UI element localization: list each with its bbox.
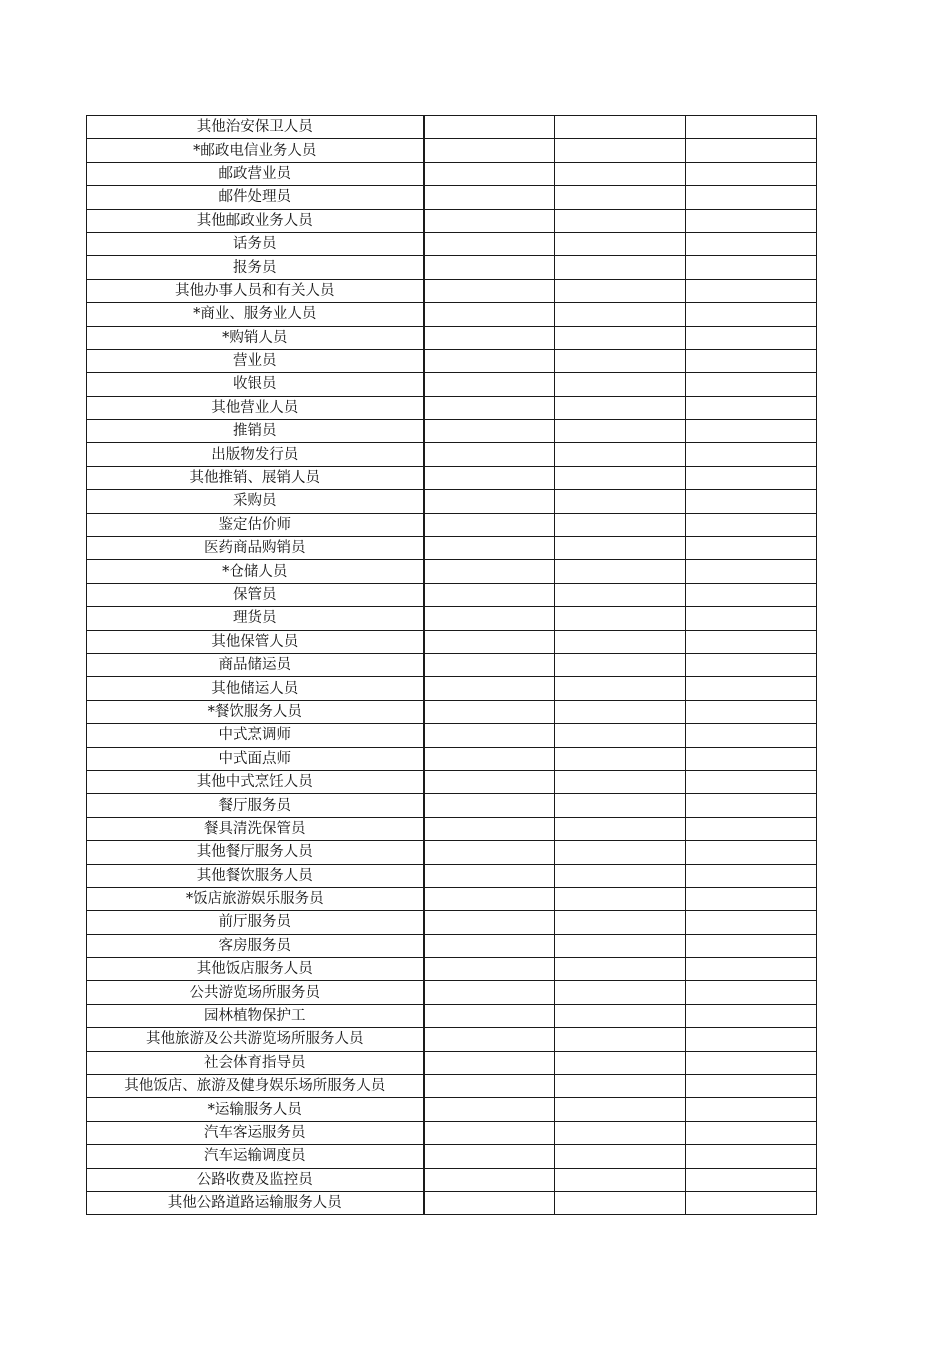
empty-cell-col-3[interactable] [686,1004,817,1027]
occupation-name-cell[interactable]: *运输服务人员 [87,1098,424,1121]
empty-cell-col-3[interactable] [686,303,817,326]
empty-cell-col-2[interactable] [555,537,686,560]
occupation-name-cell[interactable]: 商品储运员 [87,653,424,676]
empty-cell-col-1[interactable] [424,724,555,747]
table-row [87,981,817,1004]
empty-cell-col-1[interactable] [424,911,555,934]
empty-cell-col-1[interactable] [424,162,555,185]
table-row [87,186,817,209]
table-row [87,864,817,887]
empty-cell-col-2[interactable] [555,490,686,513]
occupation-name-cell[interactable]: 其他推销、展销人员 [87,466,424,489]
empty-cell-col-3[interactable] [686,934,817,957]
empty-cell-col-1[interactable] [424,1051,555,1074]
occupation-name-cell[interactable]: 其他餐厅服务人员 [87,841,424,864]
empty-cell-col-2[interactable] [555,162,686,185]
empty-cell-col-1[interactable] [424,770,555,793]
empty-cell-col-3[interactable] [686,256,817,279]
empty-cell-col-3[interactable] [686,887,817,910]
empty-cell-col-1[interactable] [424,607,555,630]
empty-cell-col-1[interactable] [424,209,555,232]
empty-cell-col-1[interactable] [424,116,555,139]
table-row [87,1191,817,1214]
occupation-name-cell[interactable]: 其他饭店服务人员 [87,958,424,981]
occupation-name-cell[interactable]: 邮政营业员 [87,162,424,185]
empty-cell-col-3[interactable] [686,1168,817,1191]
empty-cell-col-1[interactable] [424,653,555,676]
empty-cell-col-3[interactable] [686,911,817,934]
empty-cell-col-1[interactable] [424,747,555,770]
table-row [87,279,817,302]
empty-cell-col-1[interactable] [424,700,555,723]
empty-cell-col-2[interactable] [555,1121,686,1144]
empty-cell-col-1[interactable] [424,1191,555,1214]
table-row [87,934,817,957]
empty-cell-col-3[interactable] [686,560,817,583]
empty-cell-col-2[interactable] [555,934,686,957]
empty-cell-col-2[interactable] [555,560,686,583]
table-row [87,420,817,443]
occupation-name-cell[interactable]: 前厅服务员 [87,911,424,934]
empty-cell-col-2[interactable] [555,607,686,630]
empty-cell-col-1[interactable] [424,1004,555,1027]
empty-cell-col-3[interactable] [686,279,817,302]
table-row [87,303,817,326]
table-row [87,162,817,185]
occupation-name-cell[interactable]: 推销员 [87,420,424,443]
empty-cell-col-2[interactable] [555,443,686,466]
empty-cell-col-2[interactable] [555,513,686,536]
empty-cell-col-3[interactable] [686,490,817,513]
table-row [87,911,817,934]
empty-cell-col-1[interactable] [424,537,555,560]
occupation-name-cell[interactable]: *购销人员 [87,326,424,349]
empty-cell-col-2[interactable] [555,841,686,864]
empty-cell-col-2[interactable] [555,232,686,255]
empty-cell-col-1[interactable] [424,583,555,606]
empty-cell-col-3[interactable] [686,817,817,840]
occupation-name-cell[interactable]: 其他饭店、旅游及健身娱乐场所服务人员 [87,1075,424,1098]
empty-cell-col-1[interactable] [424,934,555,957]
occupation-name-cell[interactable]: *邮政电信业务人员 [87,139,424,162]
empty-cell-col-2[interactable] [555,794,686,817]
occupation-name-cell[interactable]: 营业员 [87,349,424,372]
table-row [87,958,817,981]
table-row [87,232,817,255]
empty-cell-col-3[interactable] [686,770,817,793]
empty-cell-col-3[interactable] [686,232,817,255]
empty-cell-col-2[interactable] [555,887,686,910]
table-row [87,653,817,676]
occupation-name-cell[interactable]: *商业、服务业人员 [87,303,424,326]
empty-cell-col-2[interactable] [555,1051,686,1074]
occupation-name-cell[interactable]: 公共游览场所服务员 [87,981,424,1004]
occupation-name-cell[interactable]: 其他保管人员 [87,630,424,653]
occupation-name-cell[interactable]: 客房服务员 [87,934,424,957]
empty-cell-col-2[interactable] [555,1168,686,1191]
empty-cell-col-1[interactable] [424,1075,555,1098]
empty-cell-col-3[interactable] [686,583,817,606]
occupation-name-cell[interactable]: 公路收费及监控员 [87,1168,424,1191]
occupation-name-cell[interactable]: 出版物发行员 [87,443,424,466]
empty-cell-col-3[interactable] [686,1121,817,1144]
empty-cell-col-3[interactable] [686,209,817,232]
empty-cell-col-1[interactable] [424,1145,555,1168]
empty-cell-col-2[interactable] [555,981,686,1004]
empty-cell-col-1[interactable] [424,466,555,489]
empty-cell-col-1[interactable] [424,864,555,887]
empty-cell-col-3[interactable] [686,162,817,185]
occupation-name-cell[interactable]: *餐饮服务人员 [87,700,424,723]
empty-cell-col-3[interactable] [686,1098,817,1121]
empty-cell-col-1[interactable] [424,256,555,279]
occupation-name-cell[interactable]: 邮件处理员 [87,186,424,209]
empty-cell-col-2[interactable] [555,700,686,723]
occupation-name-cell[interactable]: 理货员 [87,607,424,630]
empty-cell-col-2[interactable] [555,1098,686,1121]
table-row [87,490,817,513]
empty-cell-col-2[interactable] [555,420,686,443]
empty-cell-col-1[interactable] [424,186,555,209]
empty-cell-col-1[interactable] [424,677,555,700]
occupation-name-cell[interactable]: 社会体育指导员 [87,1051,424,1074]
empty-cell-col-1[interactable] [424,349,555,372]
empty-cell-col-3[interactable] [686,841,817,864]
table-row [87,1004,817,1027]
empty-cell-col-2[interactable] [555,958,686,981]
empty-cell-col-1[interactable] [424,1098,555,1121]
occupation-name-cell[interactable]: 其他中式烹饪人员 [87,770,424,793]
table-row [87,326,817,349]
occupation-name-cell[interactable]: 其他餐饮服务人员 [87,864,424,887]
empty-cell-col-1[interactable] [424,1168,555,1191]
empty-cell-col-2[interactable] [555,349,686,372]
table-row [87,724,817,747]
empty-cell-col-2[interactable] [555,279,686,302]
empty-cell-col-3[interactable] [686,373,817,396]
table-row [87,630,817,653]
empty-cell-col-2[interactable] [555,864,686,887]
empty-cell-col-2[interactable] [555,303,686,326]
empty-cell-col-2[interactable] [555,256,686,279]
empty-cell-col-3[interactable] [686,396,817,419]
empty-cell-col-2[interactable] [555,139,686,162]
empty-cell-col-2[interactable] [555,653,686,676]
occupation-name-cell[interactable]: 其他储运人员 [87,677,424,700]
table-row [87,1168,817,1191]
table-row [87,139,817,162]
occupation-name-cell[interactable]: 中式面点师 [87,747,424,770]
empty-cell-col-3[interactable] [686,958,817,981]
occupation-name-cell[interactable]: 汽车运输调度员 [87,1145,424,1168]
table-row [87,677,817,700]
empty-cell-col-2[interactable] [555,583,686,606]
occupation-name-cell[interactable]: 中式烹调师 [87,724,424,747]
empty-cell-col-2[interactable] [555,326,686,349]
empty-cell-col-3[interactable] [686,513,817,536]
empty-cell-col-2[interactable] [555,396,686,419]
occupation-name-cell[interactable]: 医药商品购销员 [87,537,424,560]
empty-cell-col-3[interactable] [686,794,817,817]
occupation-name-cell[interactable]: *仓储人员 [87,560,424,583]
occupation-name-cell[interactable]: 其他治安保卫人员 [87,116,424,139]
empty-cell-col-2[interactable] [555,677,686,700]
table-row [87,466,817,489]
table-row [87,396,817,419]
empty-cell-col-3[interactable] [686,420,817,443]
occupation-name-cell[interactable]: 其他营业人员 [87,396,424,419]
occupation-name-cell[interactable]: 话务员 [87,232,424,255]
occupation-name-cell[interactable]: 其他办事人员和有关人员 [87,279,424,302]
empty-cell-col-2[interactable] [555,466,686,489]
occupation-name-cell[interactable]: 报务员 [87,256,424,279]
empty-cell-col-1[interactable] [424,490,555,513]
empty-cell-col-1[interactable] [424,560,555,583]
occupation-table-body [87,116,817,1215]
empty-cell-col-2[interactable] [555,209,686,232]
occupation-name-cell[interactable]: 鉴定估价师 [87,513,424,536]
occupation-name-cell[interactable]: 园林植物保护工 [87,1004,424,1027]
table-row [87,1028,817,1051]
table-row [87,116,817,139]
table-row [87,537,817,560]
table-row [87,349,817,372]
table-row [87,770,817,793]
empty-cell-col-2[interactable] [555,817,686,840]
empty-cell-col-1[interactable] [424,373,555,396]
occupation-name-cell[interactable]: 其他邮政业务人员 [87,209,424,232]
empty-cell-col-1[interactable] [424,1121,555,1144]
empty-cell-col-3[interactable] [686,537,817,560]
empty-cell-col-3[interactable] [686,630,817,653]
empty-cell-col-1[interactable] [424,887,555,910]
empty-cell-col-3[interactable] [686,653,817,676]
empty-cell-col-1[interactable] [424,443,555,466]
empty-cell-col-3[interactable] [686,139,817,162]
empty-cell-col-1[interactable] [424,303,555,326]
empty-cell-col-3[interactable] [686,1051,817,1074]
empty-cell-col-1[interactable] [424,794,555,817]
empty-cell-col-1[interactable] [424,326,555,349]
table-row [87,747,817,770]
table-row [87,700,817,723]
empty-cell-col-3[interactable] [686,981,817,1004]
occupation-name-cell[interactable]: 收银员 [87,373,424,396]
occupation-name-cell[interactable]: *饭店旅游娱乐服务员 [87,887,424,910]
empty-cell-col-2[interactable] [555,186,686,209]
table-row [87,1098,817,1121]
empty-cell-col-1[interactable] [424,630,555,653]
table-row [87,1051,817,1074]
occupation-name-cell[interactable]: 餐厅服务员 [87,794,424,817]
empty-cell-col-3[interactable] [686,1028,817,1051]
empty-cell-col-3[interactable] [686,466,817,489]
empty-cell-col-3[interactable] [686,1145,817,1168]
table-row [87,817,817,840]
empty-cell-col-3[interactable] [686,443,817,466]
table-row [87,841,817,864]
empty-cell-col-3[interactable] [686,186,817,209]
table-row [87,209,817,232]
table-row [87,794,817,817]
table-row [87,1121,817,1144]
table-row [87,373,817,396]
empty-cell-col-2[interactable] [555,1145,686,1168]
empty-cell-col-2[interactable] [555,911,686,934]
table-row [87,607,817,630]
empty-cell-col-2[interactable] [555,630,686,653]
empty-cell-col-1[interactable] [424,981,555,1004]
empty-cell-col-1[interactable] [424,841,555,864]
empty-cell-col-3[interactable] [686,326,817,349]
empty-cell-col-2[interactable] [555,770,686,793]
empty-cell-col-3[interactable] [686,677,817,700]
occupation-name-cell[interactable]: 其他旅游及公共游览场所服务人员 [87,1028,424,1051]
table-row [87,583,817,606]
empty-cell-col-1[interactable] [424,420,555,443]
empty-cell-col-2[interactable] [555,1028,686,1051]
empty-cell-col-1[interactable] [424,139,555,162]
empty-cell-col-2[interactable] [555,1191,686,1214]
empty-cell-col-1[interactable] [424,513,555,536]
empty-cell-col-1[interactable] [424,817,555,840]
empty-cell-col-3[interactable] [686,700,817,723]
empty-cell-col-2[interactable] [555,724,686,747]
empty-cell-col-3[interactable] [686,747,817,770]
empty-cell-col-1[interactable] [424,958,555,981]
occupation-name-cell[interactable]: 采购员 [87,490,424,513]
empty-cell-col-1[interactable] [424,396,555,419]
empty-cell-col-1[interactable] [424,232,555,255]
empty-cell-col-1[interactable] [424,1028,555,1051]
empty-cell-col-3[interactable] [686,724,817,747]
table-row [87,443,817,466]
table-row [87,1075,817,1098]
table-row [87,256,817,279]
empty-cell-col-2[interactable] [555,116,686,139]
empty-cell-col-3[interactable] [686,864,817,887]
occupation-name-cell[interactable]: 汽车客运服务员 [87,1121,424,1144]
table-row [87,1145,817,1168]
empty-cell-col-3[interactable] [686,1191,817,1214]
empty-cell-col-2[interactable] [555,1075,686,1098]
occupation-name-cell[interactable]: 其他公路道路运输服务人员 [87,1191,424,1214]
empty-cell-col-2[interactable] [555,373,686,396]
empty-cell-col-2[interactable] [555,747,686,770]
empty-cell-col-2[interactable] [555,1004,686,1027]
occupation-table [86,115,817,1215]
empty-cell-col-3[interactable] [686,349,817,372]
empty-cell-col-3[interactable] [686,607,817,630]
table-row [87,887,817,910]
table-row [87,513,817,536]
occupation-name-cell[interactable]: 保管员 [87,583,424,606]
table-row [87,560,817,583]
empty-cell-col-1[interactable] [424,279,555,302]
occupation-name-cell[interactable]: 餐具清洗保管员 [87,817,424,840]
empty-cell-col-3[interactable] [686,1075,817,1098]
empty-cell-col-3[interactable] [686,116,817,139]
